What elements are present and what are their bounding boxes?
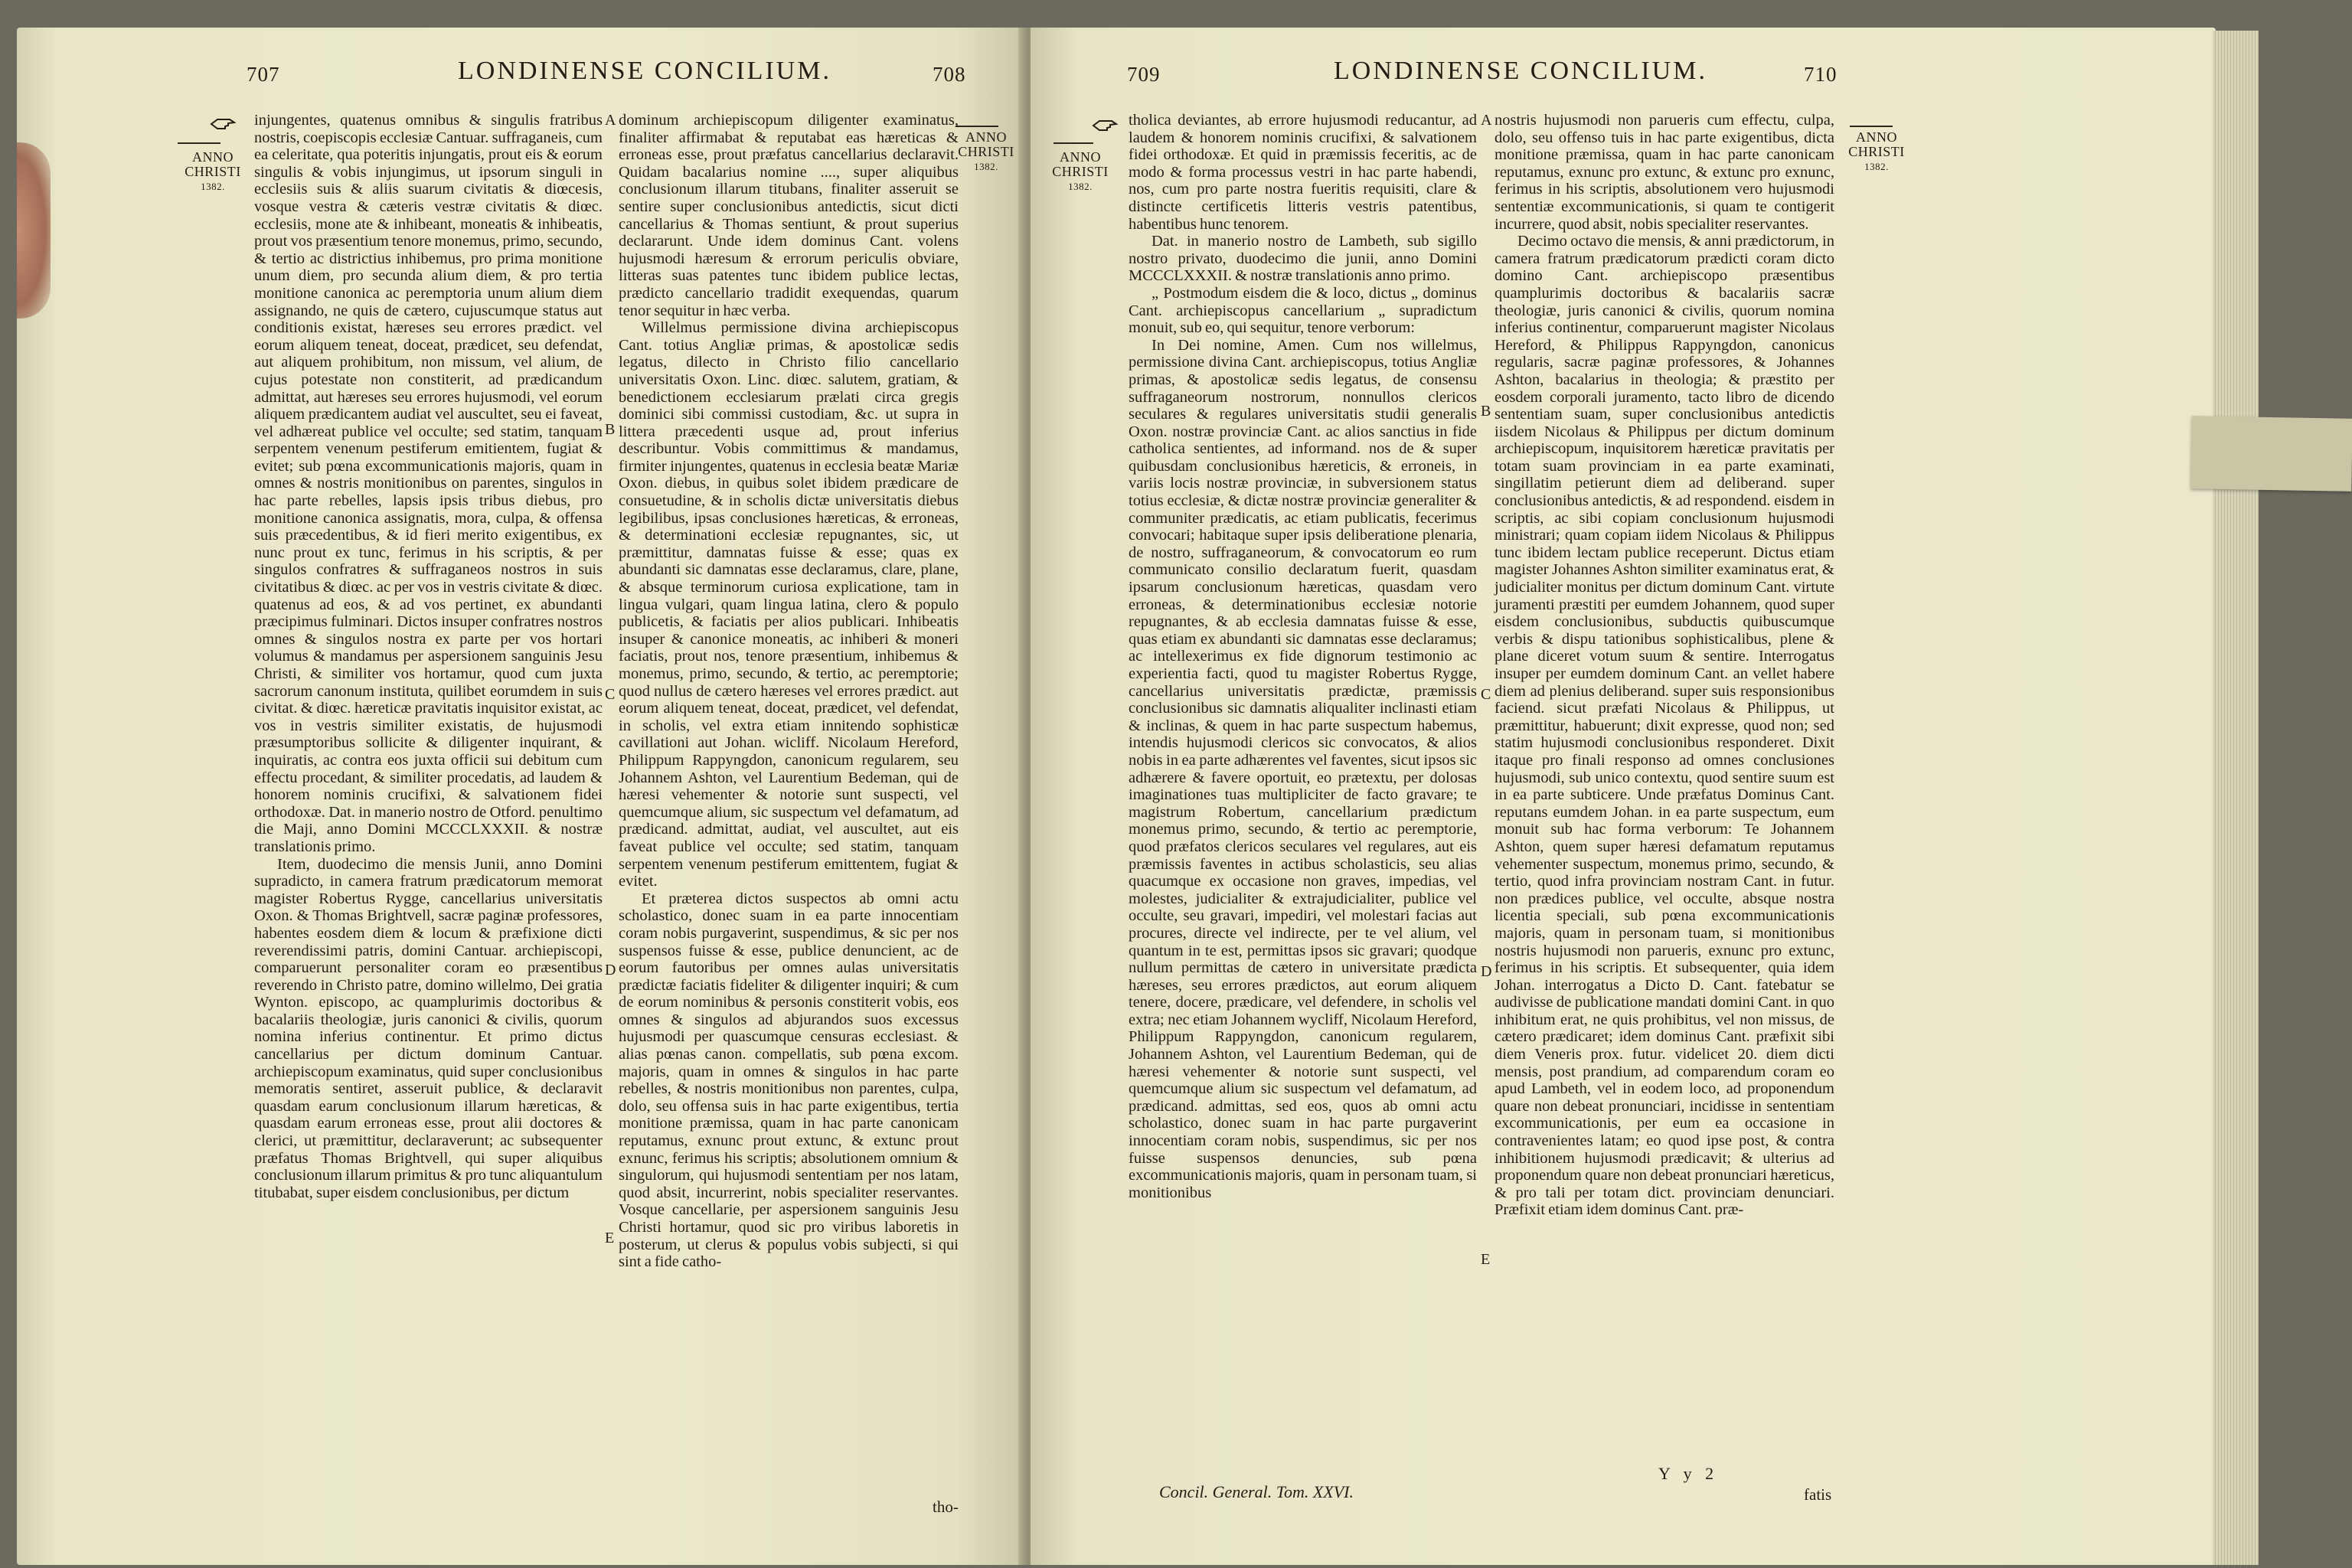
left-page	[17, 28, 1026, 1565]
margin-note-anno: ANNO	[1856, 129, 1897, 145]
margin-note-anno: ANNO	[192, 149, 234, 165]
margin-rule-left	[178, 142, 220, 144]
margin-rule-right	[1850, 126, 1893, 127]
margin-note-anno-left	[1046, 150, 1115, 194]
text-column-1	[1129, 112, 1477, 1201]
paragraph: „ Postmodum eisdem die & loco, dictus „ dominus Cant. archiepiscopus cancellarium „ supradictum monuit, sub eo, qui sequitur, tenore verborum:	[1129, 284, 1477, 337]
margin-rule-right	[956, 126, 998, 127]
folio-number-left: 709	[1127, 63, 1161, 86]
page-edges	[2213, 31, 2259, 1565]
section-marker-a: A	[605, 112, 616, 129]
section-marker-d: D	[1481, 963, 1492, 980]
margin-note-anno-left	[175, 150, 251, 194]
signature-mark: Y y 2	[1658, 1464, 1719, 1483]
margin-note-anno: ANNO	[1060, 149, 1101, 165]
margin-note-anno-right	[1845, 130, 1908, 174]
text-column-1	[254, 112, 603, 1201]
collection-footer: Concil. General. Tom. XXVI.	[1159, 1482, 1354, 1501]
section-marker-d: D	[605, 962, 616, 978]
section-marker-a: A	[1481, 112, 1492, 129]
catchword: tho-	[933, 1498, 959, 1516]
margin-note-christi: CHRISTI	[1052, 164, 1109, 179]
folio-number-right: 708	[933, 63, 966, 86]
margin-note-year: 1382.	[201, 181, 225, 192]
section-marker-c: C	[1481, 686, 1491, 703]
thumb-shadow	[17, 142, 51, 318]
catchword: fatis	[1804, 1485, 1832, 1504]
section-marker-e: E	[605, 1230, 615, 1246]
section-marker-b: B	[605, 421, 616, 438]
pointing-hand-icon	[210, 116, 236, 132]
margin-note-christi: CHRISTI	[185, 164, 241, 179]
paragraph: tholica deviantes, ab errore hujusmodi reducantur, ad laudem & honorem nominis crucifixi, & salvationem fidei orthodoxæ. Et quid in præmissis feceritis, ac de modo & forma processus vestri in hac parte habendi, nos, cum pro parte nostra fueritis requisiti, clare & distincte certificetis litteris vestris patentibus, habentibus hunc tenorem.	[1129, 112, 1477, 233]
text-column-2	[619, 112, 959, 1271]
paragraph: Decimo octavo die mensis, & anni prædictorum, in camera fratrum prædicatorum prædicti coram dicto domino Cant. archiepiscopo præsentibus quamplurimis doctoribus & bacalariis sacræ theologiæ, juris canonici & civilis, quorum nomina inferius continentur, comparuerunt magister Nicolaus Hereford, & Philippus Rappyngdon, canonicus regularis, sacræ paginæ professores, & Johannes Ashton, bacalarius in theologia; & præstito per eosdem corporali juramento, tacto libro de dicendo sententiam suam, super conclusionibus antedictis iisdem Nicolaus & Philippus per dictum dominum archiepiscopum, inquisitorem hæreticæ pravitatis per totam suam provinciam in ea parte examinati, singillatim petierunt diem ad deliberand. super conclusionibus antedictis, & ad respondend. eisdem in scriptis, ac sibi copiam conclusionum hujusmodi ministrari; quam copiam iidem Nicolaus & Philippus tunc ibidem lectam publice receperunt. Dictus etiam magister Johannes Ashton similiter examinatus erat, & judicialiter monitus per dictum dominum Cant. virtute juramenti præstiti per eumdem Johannem, quod super eisdem conclusionibus, subductis quibuscumque verbis & dispu tationibus sophisticalibus, plene & plane diceret votum suum & sentire. Interrogatus insuper per eumdem dominum Cant. an vellet habere diem ad plenius deliberand. super suis responsionibus faciend. sicut præfati Nicolaus & Philippus, ut præmittitur, habuerunt; dixit expresse, quod non; sed statim hujusmodi conclusionibus responderet. Dixit itaque pro finali responso ad omnes conclusiones hujusmodi, sub unico contextu, quod sentire suum est in ea parte subticere. Unde præfatus Dominus Cant. reputans eumdem Johan. in ea parte suspectum, eum monuit sub hac forma verborum: Te Johannem Ashton, quem super hæresi defamatum reputamus vehementer suspectum, monemus primo, secundo, & tertio, quod infra provinciam nostram Cant. in futur. non prædices publice, vel occulte, absque nostra licentia speciali, sub pœna excommunicationis majoris, quam in personam tuam, si monitionibus nostris hujusmodi non parueris, exnunc pro extunc, ferimus in his scriptis. Et subsequenter, quia idem Johan. interrogatus a Dicto D. Cant. fatebatur se audivisse de publicatione mandati domini Cant. in quo inhibitum erat, ne quis prohibitus, vel non missus, de cætero prædicaret; idem dominus Cant. præfixit sibi diem Veneris prox. futur. videlicet 20. diem dicti mensis, post prandium, ad comparendum coram eo apud Lambeth, vel in eodem loco, ad proponendum quare non debeat pronunciari, incidisse in sententiam excommunicationis, per eum ea occasione in contravenientes latam; eo quod ipse post, & contra inhibitionem hujusmodi prædicavit; & ulterius ad proponendum quare non debeat pronunciari hæreticus, & pro tali per totam dict. provinciam denunciari. Præfixit etiam idem dominus Cant. præ-	[1494, 233, 1834, 1219]
margin-note-year: 1382.	[974, 161, 998, 172]
right-page	[1031, 28, 2216, 1565]
paragraph: In Dei nomine, Amen. Cum nos willelmus, permissione divina Cant. archiepiscopus, totius Angliæ primas, & apostolicæ sedis legatus, de consensu suffraganeorum nostrorum, nonnullos clericos seculares & regulares universitatis studii generalis Oxon. nostræ provinciæ Cant. ac alios sanctius in fide catholica sentientes, ad informand. nos de & super quibusdam conclusionibus hæreticis, & erroneis, in variis locis nostræ provinciæ, in subversionem status totius ecclesiæ, & dictæ nostræ provinciæ generaliter & communiter prædicatis, ac etiam publicatis, fecerimus convocari; habitaque super ipsis deliberatione plenaria, de nostro, suffraganeorum, & convocatorum eo rum communicato consilio declaratum fuerit, quasdam ipsarum conclusionum hæreticas, quasdam vero erroneas, & determinationibus ecclesiæ notorie repugnantes, & ab ecclesia damnatas fuisse & esse, quas etiam ex abundanti sic damnatas esse declaramus; ac intellexerimus ex fide dignorum testimonio ac experientia facti, quod tu magister Robertus Rygge, cancellarius universitatis prædictæ, præmissis conclusionibus sic damnatis aliqualiter inclinasti etiam & inclinas, & quem in hac parte suspectum habemus, intendis hujusmodi clericos sic convocatos, & alios nobis in ea parte adhærentes vel faventes, sicut ipsos sic adhærere & favere oportuit, eo prætextu, per dolosas imaginationes tuas multipliciter de facto gravare; te magistrum Robertum, cancellarium prædictum monemus primo, secundo, & tertio ac peremptorie, quod præfatos clericos seculares vel regulares, aut eis præmissis faventes in actibus scholasticis, seu alias quacumque ex occasione non graves, impedias, vel molestes, judicialiter & extrajudicialiter, publice vel occulte, seu gravari, impediri, vel molestari facias aut procures, directe vel indirecte, per te vel alium, vel quantum in te est, permittas ipsos sic gravari; quodque nullum permittas de cætero in universitate prædicta hæreses, seu errores prædictos, aut eorum aliquem tenere, docere, prædicare, vel defendere, in scholis vel extra; nec etiam Johannem wycliff, Nicolaum Hereford, Philippum Rappyngdon, canonicum regularem, Johannem Ashton, vel Laurentium Bedeman, qui de hæresi vehementer & notorie sunt suspecti, vel quemcumque alium sic suspectum vel defamatum, ad prædicand. admittas, sed eos, quos ab omni actu scholastico, donec suam in hac parte purgaverint innocentiam coram nobis, suspendimus, sic per nos fuisse suspensos denuncies, sub pœna excommunicationis majoris, quam in personam tuam, si monitionibus	[1129, 336, 1477, 1201]
paragraph: Et præterea dictos suspectos ab omni actu scholastico, donec suam in ea parte innocentiam coram nobis purgaverint, suspendimus, & sic per nos suspensos fuisse & esse, publice denuncient, ac de eorum fautoribus per omnes aulas universitatis prædictæ faciatis fideliter & diligenter inquiri; & cum de eorum nominibus & personis constiterit vobis, eos omnes & singulos ad abjurandos suos excessus hujusmodi per quascumque censuras ecclesiast. & alias pœnas canon. compellatis, sub pœna excom. majoris, quam in omnes & singulos in hac parte rebelles, & nostris monitionibus non parentes, culpa, dolo, seu offensa suis in hac parte exigentibus, tertia monitione præmissa, quam in hac parte canonicam reputamus, exnunc prout extunc, & extunc prout exnunc, ferimus his scriptis; absolutionem omnium & singulorum, qui hujusmodi sententiam per nos latam, quod absit, incurrerint, nobis specialiter reservantes. Vosque cancellarie, per aspersionem sanguinis Jesu Christi hortamur, quod sic pro viribus laboretis in posterum, ut clerus & populus vobis subjecti, si qui sint a fide catho-	[619, 890, 959, 1271]
margin-note-christi: CHRISTI	[1848, 144, 1905, 159]
margin-note-christi: CHRISTI	[958, 144, 1014, 159]
paragraph: injungentes, quatenus omnibus & singulis fratribus nostris, coepiscopis ecclesiæ Cantuar. suffraganeis, cum ea celeritate, qua poteritis injungatis, prout eis & eorum singulis & vobis injungimus, ut ipsorum singuli in ecclesiis suis & aliis suarum civitatis & diœcesis, vosque vestra & cæteris vestræ civitatis & diœc. ecclesiis, mone ate & inhibeant, moneatis & inhibeatis, prout vos præsentium tenore monemus, primo, secundo, & tertio ac districtius inhibemus, pro prima monitione unum diem, pro secunda alium diem, & pro tertia monitione canonica ac peremptoria unum alium diem assignando, ne quis de cætero, cujuscumque status aut conditionis existat, hæreses seu errores prædict. vel eorum aliquem teneat, doceat, prædicet, seu defendat, aut aliquem prohibitum, non missum, vel alium, de cujus potestate non constiterit, ad prædicandum admittat, aut hæreses seu errores hujusmodi, vel eorum aliquem prædicantem audiat vel auscultet, seu ei faveat, vel adhæreat publice vel occulte; sed statim, tanquam serpentem venenum pestiferum emitientem, fugiat & evitet; sub pœna excommunicationis majoris, quam in omnes & nostris monitionibus on parentes, singulos in hac parte rebelles, lapsis ipsis tribus diebus, pro monitione canonica assignatis, mora, culpa, & offensa suis præcedentibus, & id fieri merito exigentibus, ex nunc prout ex tunc, ferimus in his scriptis, & per singulos confratres & suffraganeos nostros in suis civitatibus & diœc. ac per vos in vestris civitate & diœc. quatenus ad eos, & ad vos pertinet, ex abundanti præcipimus fulminari. Dictos insuper confratres nostros omnes & singulos nostra ex parte per vos hortari volumus & mandamus per aspersionem sanguinis Jesu Christi, & similiter vos hortamur, quod cum juxta sacrorum canonum instituta, quilibet eorumdem in suis civitat. & diœc. hæreticæ pravitatis inquisitor existat, ac vos in vestris similiter existatis, de hujusmodi præsumptoribus sollicite & diligenter inquirant, & inquiratis, ac contra eos juxta officii sui debitum cum effectu procedant, & similiter procedatis, ad laudem & honorem nominis crucifixi, & salvationem fidei orthodoxæ. Dat. in manerio nostro de Otford. penultimo die Maji, anno Domini MCCCLXXXII. & nostræ translationis primo.	[254, 112, 603, 855]
folio-number-left: 707	[247, 63, 280, 86]
paragraph: Item, duodecimo die mensis Junii, anno Domini supradicto, in camera fratrum prædicatorum memorat magister Robertus Rygge, cancellarius universitatis Oxon. & Thomas Brightvell, sacræ paginæ professores, habentes eosdem diem & locum & præfixione dicti reverendissimi patris, domini Cantuar. archiepiscopi, comparuerunt personaliter coram eo præsentibus reverendo in Christo patre, domino willelmo, Dei gratia Wynton. episcopo, ac quamplurimis doctoribus & bacalariis theologiæ, juris canonici & civilis, quorum nomina inferius continentur. Et primo dictus cancellarius per dictum dominum Cantuar. archiepiscopum examinatus, quid super conclusionibus memoratis sentiret, asseruit publice, & declaravit quasdam earum conclusionum illarum hæreticas, & quasdam earum erroneas esse, prout alii doctores & clerici, ut præmittitur, declaraverunt; ac subsequenter præfatus Thomas Brightvell, qui super aliquibus conclusionum illarum primitus & pro tunc aliquantulum titubabat, super eisdem conclusionibus, per dictum	[254, 855, 603, 1201]
running-head: LONDINENSE CONCILIUM.	[1334, 57, 1707, 85]
paragraph: dominum archiepiscopum diligenter examinatus, finaliter affirmabat & reputabat eas hæreticas & erroneas esse, prout præfatus cancellarius declaravit. Quidam bacalarius nomine ...., super aliquibus conclusionum illarum titubans, finaliter asseruit se sentire super conclusionibus antedictis, sicut dicti cancellarius & Thomas sentiunt, & prout superius declararunt. Unde idem dominus Cant. volens hujusmodi hæresum & errorum periculis obviare, litteras suas patentes tunc ibidem publice lectas, prædicto cancellario tradidit exequendas, quarum tenor sequitur in hæc verba.	[619, 112, 959, 319]
section-marker-b: B	[1481, 403, 1491, 420]
pointing-hand-icon	[1092, 118, 1118, 133]
section-marker-e: E	[1481, 1251, 1491, 1268]
text-column-2	[1494, 112, 1834, 1219]
margin-note-year: 1382.	[1068, 181, 1093, 192]
margin-note-anno-right	[956, 130, 1017, 174]
running-head: LONDINENSE CONCILIUM.	[458, 57, 831, 85]
folio-number-right: 710	[1804, 63, 1838, 86]
margin-rule-left	[1054, 142, 1093, 144]
paragraph: Willelmus permissione divina archiepiscopus Cant. totius Angliæ primas, & apostolicæ sedis legatus, dilecto in Christo filio cancellario universitatis Oxon. Linc. diœc. salutem, gratiam, & benedictionem ecclesiarum prælati circa gregis dominici sibi commissi custodiam, &c. ut supra in littera præcedenti usque ad, prout inferius describuntur. Vobis committimus & mandamus, firmiter injungentes, quatenus in ecclesia beatæ Mariæ Oxon. diebus, in quibus solet ibidem prædicare de consuetudine, & in scholis dictæ universitatis diebus legibilibus, ipsas conclusiones hæreticas, & erroneas, & determinationi ecclesiæ repugnantes, sic, ut præmittitur, damnatas fuisse & esse; quas ex abundanti sic damnatas esse declaramus, clare, plane, & absque terminorum curiosa explicatione, tam in lingua vulgari, quam lingua latina, clero & populo publicetis, & faciatis per alios publicari. Inhibeatis insuper & canonice moneatis, ac inhiberi & moneri faciatis, prout nos, tenore præsentium, inhibemus & monemus, primo, secundo, & tertio, ac peremptorie; quod nullus de cætero hæreses vel errores prædict. aut eorum aliquem teneat, doceat, prædicet, vel defendat, in scholis, vel extra etiam innitendo sophisticæ cavillationi aut Johan. wicliff. Nicolaum Hereford, Philippum Rappyngdon, canonicum regularem, seu Johannem Ashton, vel Laurentium Bedeman, qui de hæresi vehementer & notorie sunt suspecti, vel quemcumque alium, sic suspectum vel defamatum, ad prædicand. admittat, audiat, vel auscultet, aut eis faveat publice vel occulte; sed statim, tanquam serpentem venenum pestiferum emittentem, fugiat & evitet.	[619, 319, 959, 890]
bookmark-strip	[2190, 416, 2352, 492]
margin-note-year: 1382.	[1864, 161, 1889, 172]
section-marker-c: C	[605, 686, 616, 703]
paragraph: Dat. in manerio nostro de Lambeth, sub sigillo nostro privato, duodecimo die junii, anno Domini MCCCLXXXII. & nostræ translationis anno primo.	[1129, 233, 1477, 285]
paragraph: nostris hujusmodi non parueris cum effectu, culpa, dolo, seu offenso tuis in hac parte exigentibus, dicta monitione præmissa, quam in hac parte canonicam reputamus, exnunc pro extunc, & extunc pro exnunc, ferimus in his scriptis, absolutionem vero hujusmodi sententiæ excommunicationis, si quam te contigerit incurrere, quod absit, nobis specialiter reservantes.	[1494, 112, 1834, 233]
margin-note-anno: ANNO	[965, 129, 1007, 145]
